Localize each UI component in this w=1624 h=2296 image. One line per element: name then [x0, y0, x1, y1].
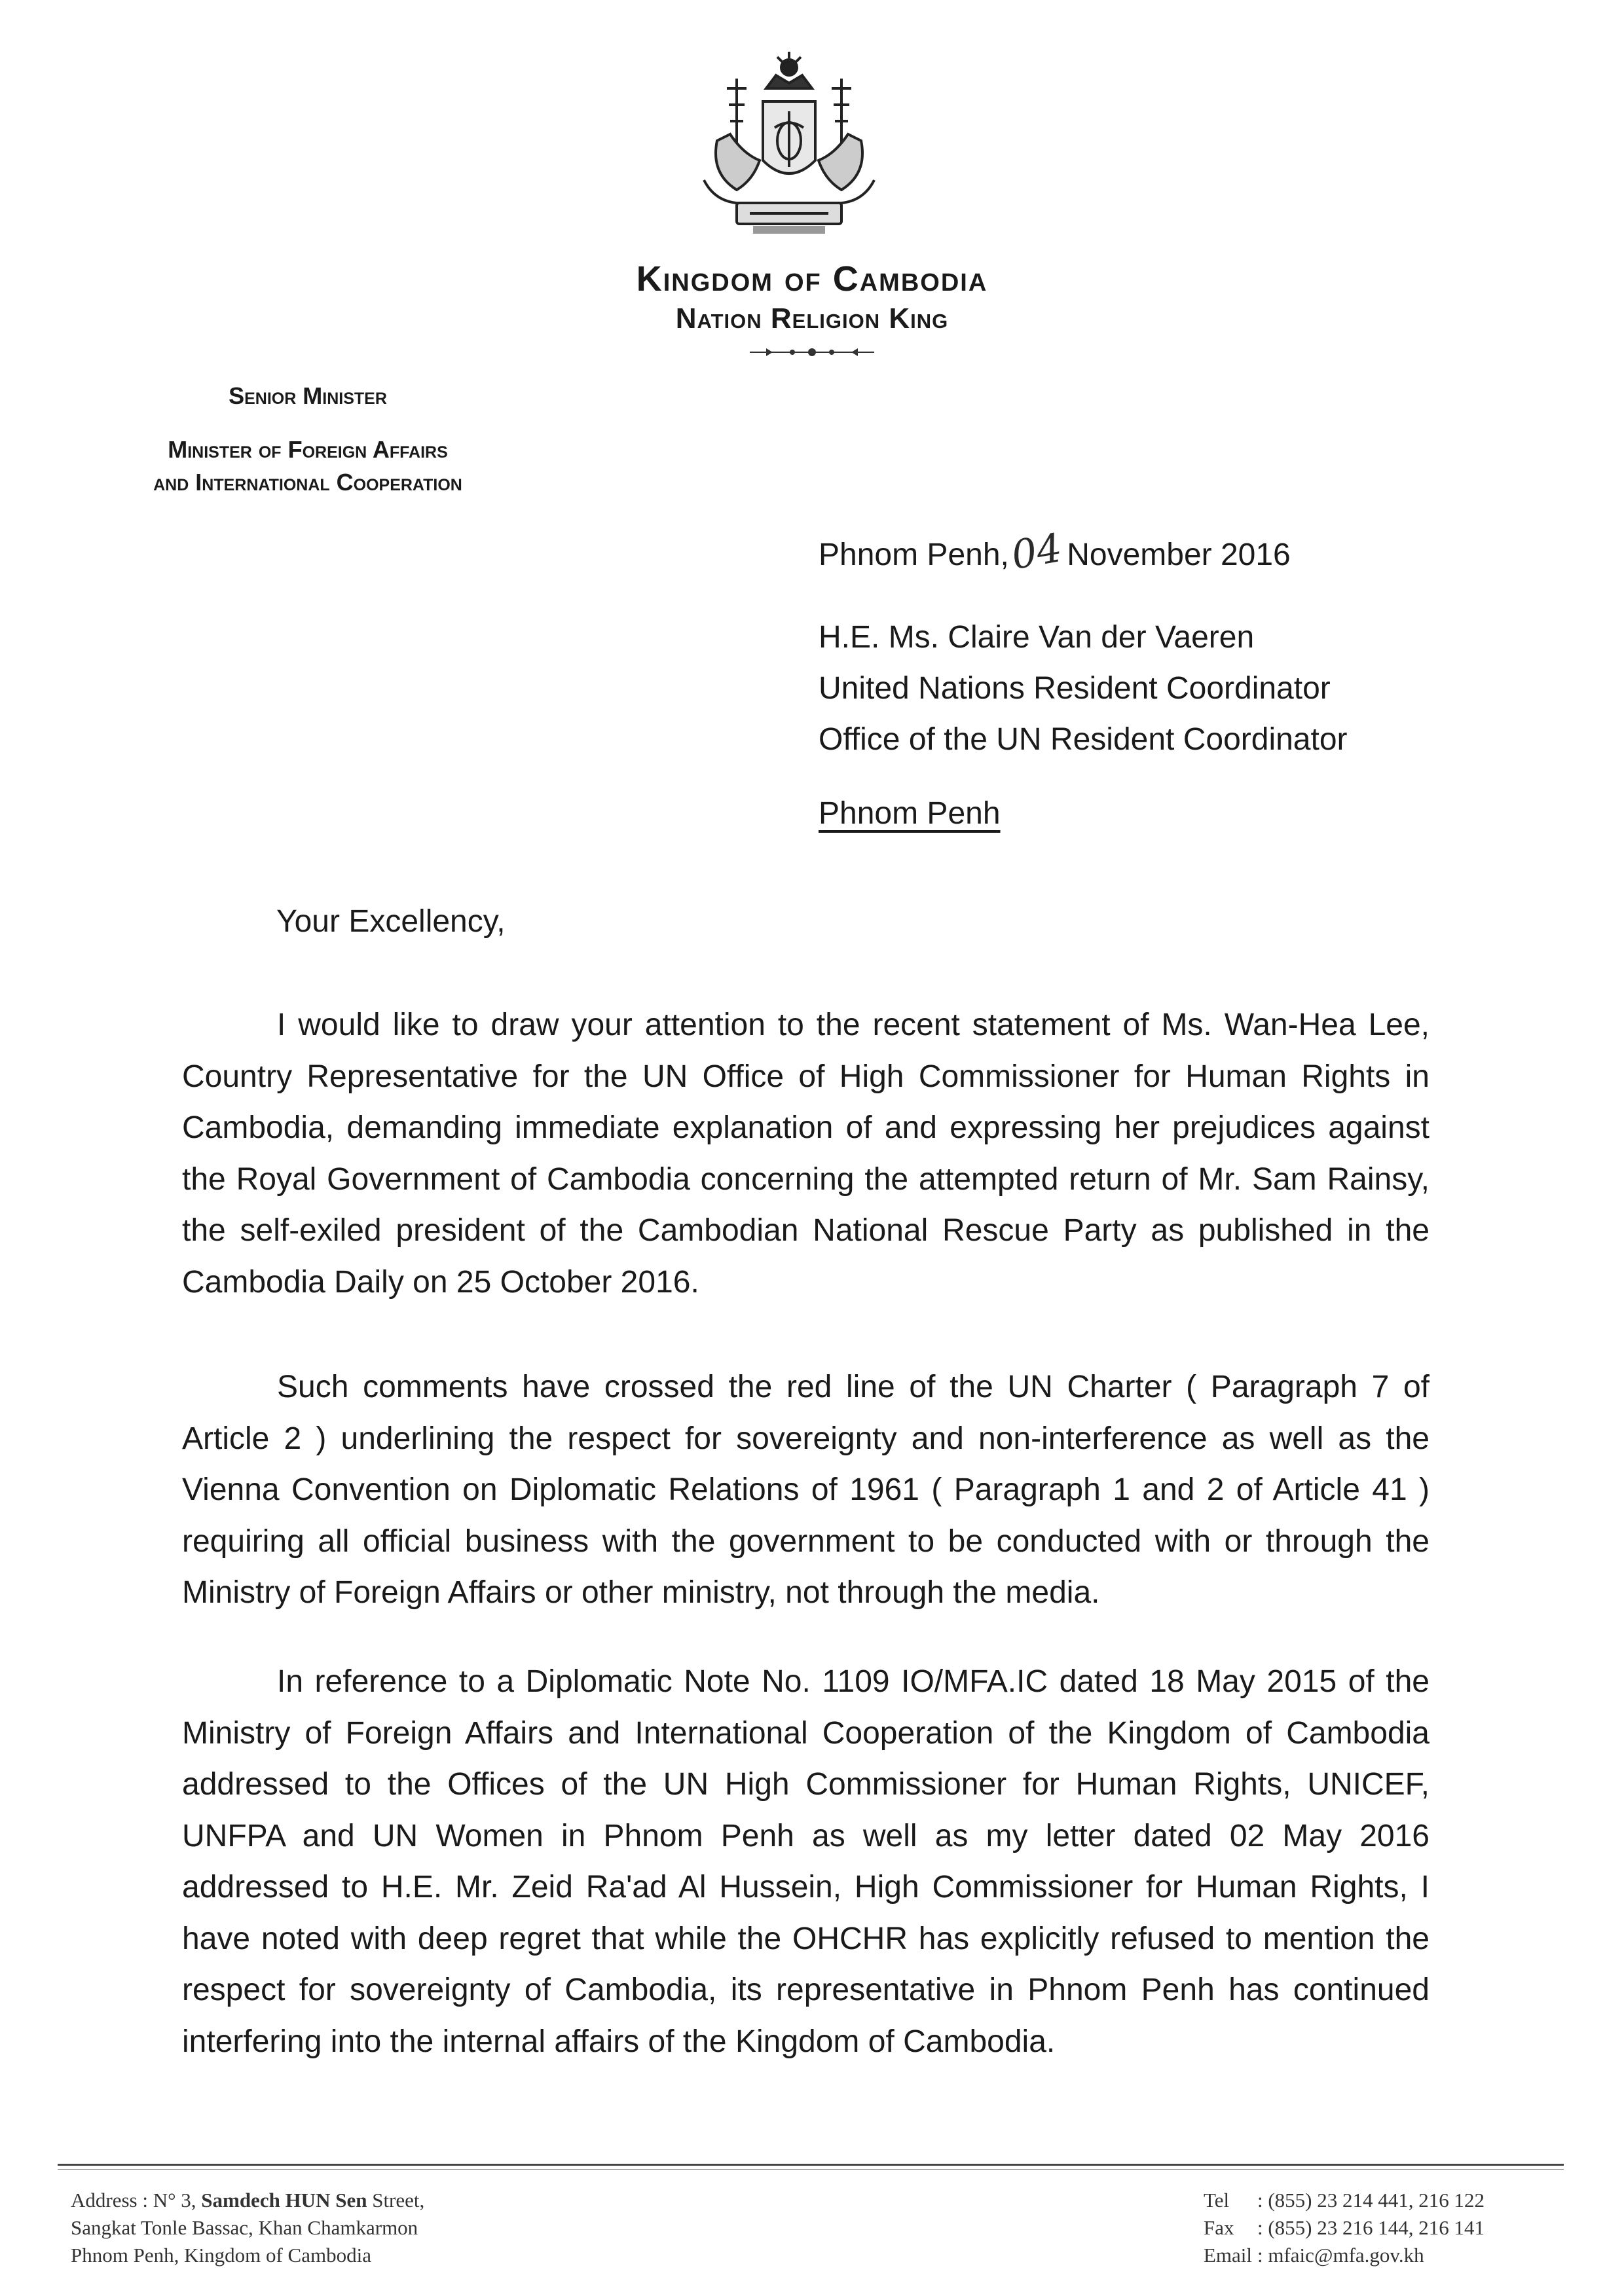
address-line3: Phnom Penh, Kingdom of Cambodia	[71, 2244, 371, 2267]
tel-line	[1204, 2187, 1485, 2214]
tel-value: : (855) 23 214 441, 216 122	[1257, 2189, 1485, 2212]
sender-block	[52, 380, 563, 499]
recipient-office: Office of the UN Resident Coordinator	[819, 722, 1348, 757]
royal-coat-of-arms-icon	[691, 49, 887, 239]
fax-value: : (855) 23 216 144, 216 141	[1257, 2216, 1485, 2239]
salutation: Your Excellency,	[276, 904, 506, 939]
sender-ministry-line1: Minister of Foreign Affairs	[168, 436, 448, 463]
body-paragraph-3: In reference to a Diplomatic Note No. 1109 IO/MFA.IC dated 18 May 2015 of the Ministry of Foreign Affairs and International Cooperation of the Kingdom of Cambodia addressed to the Offices of the UN High Commissioner for Human Rights, UNICEF, UNFPA and UN Women in Phnom Penh as well as my letter dated 02 May 2016 addressed to H.E. Mr. Zeid Ra'ad Al Hussein, High Commissioner for Human Rights, I have noted with deep regret that while the OHCHR has explicitly refused to mention the respect for sovereignty of Cambodia, its representative in Phnom Penh has continued interfering into the internal affairs of the Kingdom of Cambodia.	[182, 1664, 1430, 2059]
recipient-address	[819, 612, 1348, 765]
address-street-suffix: Street,	[372, 2189, 425, 2212]
footer-divider	[58, 2164, 1564, 2166]
fax-line	[1204, 2214, 1485, 2242]
date-month-year: November 2016	[1067, 538, 1291, 572]
footer-address	[71, 2187, 424, 2269]
date-place: Phnom Penh,	[819, 538, 1009, 572]
email-label: Email	[1204, 2244, 1253, 2267]
body-paragraph-1: I would like to draw your attention to the recent statement of Ms. Wan-Hea Lee, Country Representative for the UN Office of High Commissioner for Human Rights in Cambodia, demanding immediate explanation of and expressing her prejudices against the Royal Government of Cambodia concerning the attempted return of Mr. Sam Rainsy, the self-exiled president of the Cambodian National Rescue Party as published in the Cambodia Daily on 25 October 2016.	[182, 1008, 1430, 1300]
footer-contact	[1204, 2187, 1485, 2269]
sender-title: Senior Minister	[229, 382, 387, 409]
address-line2: Sangkat Tonle Bassac, Khan Chamkarmon	[71, 2216, 418, 2239]
body-paragraph-2: Such comments have crossed the red line of the UN Charter ( Paragraph 7 of Article 2 ) underlining the respect for sovereignty and non-interference as well as the Vienna Convention on Diplomatic Relations of 1961 ( Paragraph 1 and 2 of Article 41 ) requiring all official business with the government to be conducted with or through the Ministry of Foreign Affairs or other ministry, not through the media.	[182, 1370, 1430, 1610]
address-street: Samdech HUN Sen	[201, 2189, 367, 2212]
email-value: : mfaic@mfa.gov.kh	[1257, 2244, 1424, 2267]
address-prefix: Address : N° 3,	[71, 2189, 196, 2212]
handwritten-day: 04	[1008, 524, 1065, 579]
address-line1	[71, 2187, 424, 2214]
date-line	[819, 524, 1291, 579]
sender-ministry-line2: and International Cooperation	[153, 469, 462, 496]
recipient-city: Phnom Penh	[819, 796, 1001, 831]
ornament-divider	[747, 346, 877, 359]
fax-label: Fax	[1204, 2216, 1234, 2239]
footer-divider-thin	[58, 2169, 1564, 2170]
tel-label: Tel	[1204, 2189, 1230, 2212]
recipient-title: United Nations Resident Coordinator	[819, 671, 1331, 706]
recipient-name: H.E. Ms. Claire Van der Vaeren	[819, 620, 1255, 655]
kingdom-motto: Nation Religion King	[675, 302, 949, 335]
kingdom-title: Kingdom of Cambodia	[636, 259, 988, 299]
email-line	[1204, 2242, 1485, 2269]
